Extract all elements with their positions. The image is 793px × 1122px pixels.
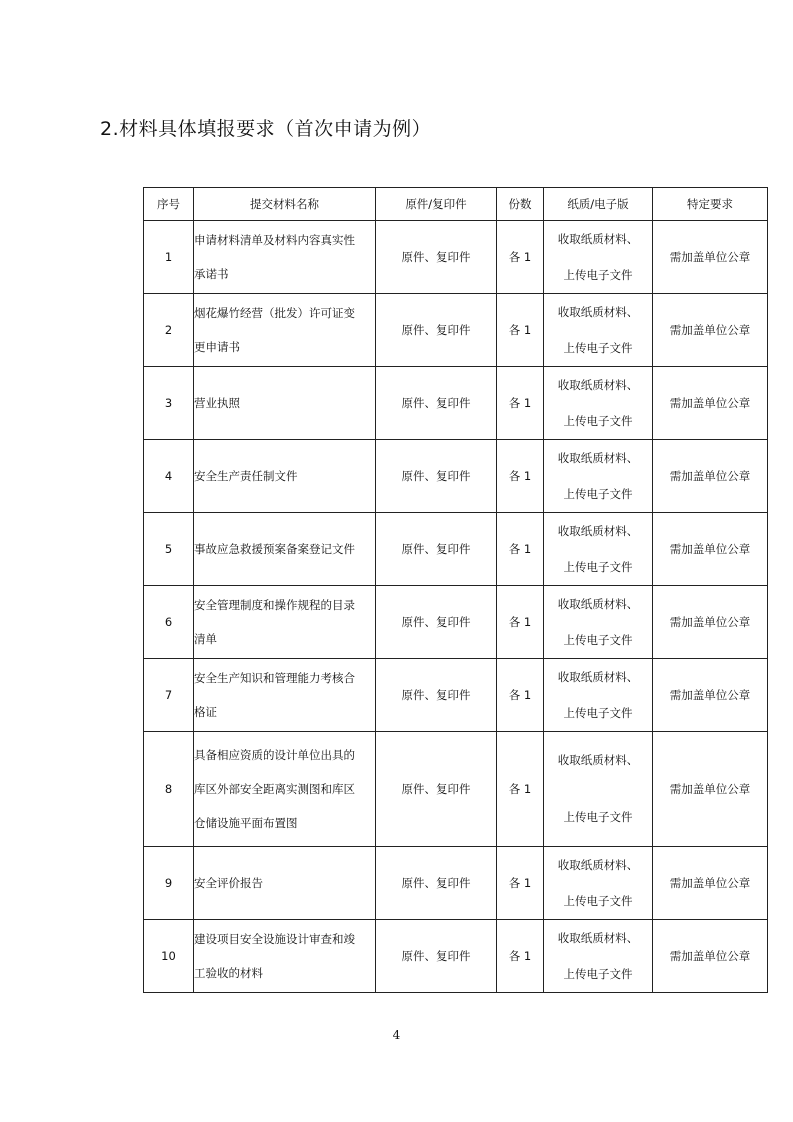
count-cell: 各 1: [497, 221, 544, 294]
specific-requirement-cell: 需加盖单位公章: [653, 920, 768, 993]
material-name-cell: [194, 221, 376, 294]
table-row: [144, 920, 768, 993]
materials-table: [143, 187, 768, 993]
specific-requirement-cell: 需加盖单位公章: [653, 294, 768, 367]
material-name-cell: [194, 513, 376, 586]
paper-electronic-line: 收取纸质材料、: [557, 378, 639, 392]
material-name-cell: [194, 920, 376, 993]
table-row: [144, 659, 768, 732]
paper-electronic-line: 收取纸质材料、: [557, 931, 639, 945]
serial-number-cell: 5: [144, 513, 194, 586]
original-copy-cell: 原件、复印件: [376, 221, 497, 294]
table-row: [144, 586, 768, 659]
paper-electronic-line: 上传电子文件: [563, 633, 633, 647]
paper-electronic-line: 上传电子文件: [563, 894, 633, 908]
original-copy-cell: 原件、复印件: [376, 586, 497, 659]
material-name-cell: [194, 586, 376, 659]
serial-number-cell: 7: [144, 659, 194, 732]
serial-number-cell: 1: [144, 221, 194, 294]
original-copy-cell: 原件、复印件: [376, 513, 497, 586]
paper-electronic-line: 上传电子文件: [563, 560, 633, 574]
paper-electronic-cell: [544, 294, 653, 367]
paper-electronic-line: 上传电子文件: [563, 706, 633, 720]
page-number: 4: [392, 1028, 401, 1042]
table-header-row: [144, 188, 768, 221]
paper-electronic-line: 上传电子文件: [563, 341, 633, 355]
header-original-copy: 原件/复印件: [376, 188, 497, 221]
header-specific-requirement: 特定要求: [653, 188, 768, 221]
header-paper-electronic: 纸质/电子版: [544, 188, 653, 221]
serial-number-cell: 4: [144, 440, 194, 513]
header-count: 份数: [497, 188, 544, 221]
paper-electronic-cell: [544, 732, 653, 847]
original-copy-cell: 原件、复印件: [376, 920, 497, 993]
original-copy-cell: 原件、复印件: [376, 294, 497, 367]
count-cell: 各 1: [497, 847, 544, 920]
paper-electronic-line: 上传电子文件: [563, 268, 633, 282]
count-cell: 各 1: [497, 732, 544, 847]
table-row: [144, 440, 768, 513]
paper-electronic-line: 上传电子文件: [563, 487, 633, 501]
original-copy-cell: 原件、复印件: [376, 440, 497, 513]
count-cell: 各 1: [497, 659, 544, 732]
material-name-line: 安全生产责任制文件: [194, 468, 298, 483]
material-name-line: 具备相应资质的设计单位出具的: [194, 748, 355, 762]
original-copy-cell: 原件、复印件: [376, 847, 497, 920]
specific-requirement-cell: 需加盖单位公章: [653, 221, 768, 294]
table-row: [144, 513, 768, 586]
count-cell: 各 1: [497, 513, 544, 586]
serial-number-cell: 2: [144, 294, 194, 367]
material-name-line: 更申请书: [194, 340, 240, 354]
specific-requirement-cell: 需加盖单位公章: [653, 659, 768, 732]
material-name-line: 清单: [194, 632, 217, 646]
table-row: [144, 847, 768, 920]
paper-electronic-cell: [544, 513, 653, 586]
count-cell: 各 1: [497, 440, 544, 513]
material-name-line: 申请材料清单及材料内容真实性: [194, 233, 355, 247]
section-heading: 2.材料具体填报要求（首次申请为例）: [100, 118, 432, 140]
serial-number-cell: 9: [144, 847, 194, 920]
material-name-cell: [194, 294, 376, 367]
material-name-line: 工验收的材料: [194, 966, 263, 980]
paper-electronic-line: 收取纸质材料、: [557, 524, 639, 538]
specific-requirement-cell: 需加盖单位公章: [653, 847, 768, 920]
specific-requirement-cell: 需加盖单位公章: [653, 367, 768, 440]
specific-requirement-cell: 需加盖单位公章: [653, 513, 768, 586]
count-cell: 各 1: [497, 920, 544, 993]
specific-requirement-cell: 需加盖单位公章: [653, 440, 768, 513]
original-copy-cell: 原件、复印件: [376, 732, 497, 847]
header-serial-number: 序号: [144, 188, 194, 221]
material-name-line: 安全管理制度和操作规程的目录: [194, 598, 355, 612]
material-name-cell: [194, 732, 376, 847]
count-cell: 各 1: [497, 586, 544, 659]
material-name-line: 建设项目安全设施设计审查和竣: [194, 932, 355, 946]
header-material-name: 提交材料名称: [194, 188, 376, 221]
serial-number-cell: 3: [144, 367, 194, 440]
table-row: [144, 367, 768, 440]
paper-electronic-line: 收取纸质材料、: [557, 753, 639, 767]
paper-electronic-line: 收取纸质材料、: [557, 451, 639, 465]
specific-requirement-cell: 需加盖单位公章: [653, 732, 768, 847]
paper-electronic-cell: [544, 221, 653, 294]
material-name-line: 安全生产知识和管理能力考核合: [194, 671, 355, 685]
serial-number-cell: 10: [144, 920, 194, 993]
paper-electronic-line: 上传电子文件: [563, 414, 633, 428]
material-name-line: 库区外部安全距离实测图和库区: [194, 782, 355, 796]
serial-number-cell: 6: [144, 586, 194, 659]
material-name-line: 格证: [194, 705, 217, 719]
count-cell: 各 1: [497, 294, 544, 367]
material-name-cell: [194, 847, 376, 920]
paper-electronic-cell: [544, 440, 653, 513]
material-name-cell: [194, 367, 376, 440]
material-name-line: 营业执照: [194, 395, 240, 410]
material-name-line: 仓储设施平面布置图: [194, 816, 298, 830]
paper-electronic-cell: [544, 920, 653, 993]
specific-requirement-cell: 需加盖单位公章: [653, 586, 768, 659]
paper-electronic-cell: [544, 659, 653, 732]
serial-number-cell: 8: [144, 732, 194, 847]
paper-electronic-line: 收取纸质材料、: [557, 232, 639, 246]
original-copy-cell: 原件、复印件: [376, 659, 497, 732]
paper-electronic-line: 上传电子文件: [563, 810, 633, 824]
paper-electronic-line: 收取纸质材料、: [557, 858, 639, 872]
paper-electronic-cell: [544, 847, 653, 920]
paper-electronic-line: 收取纸质材料、: [557, 305, 639, 319]
paper-electronic-line: 收取纸质材料、: [557, 597, 639, 611]
material-name-cell: [194, 659, 376, 732]
material-name-line: 承诺书: [194, 267, 229, 281]
paper-electronic-line: 收取纸质材料、: [557, 670, 639, 684]
paper-electronic-cell: [544, 367, 653, 440]
paper-electronic-line: 上传电子文件: [563, 967, 633, 981]
paper-electronic-cell: [544, 586, 653, 659]
material-name-line: 安全评价报告: [194, 875, 263, 890]
material-name-line: 事故应急救援预案备案登记文件: [194, 541, 355, 556]
table-row: [144, 294, 768, 367]
count-cell: 各 1: [497, 367, 544, 440]
original-copy-cell: 原件、复印件: [376, 367, 497, 440]
material-name-cell: [194, 440, 376, 513]
table-row: [144, 221, 768, 294]
material-name-line: 烟花爆竹经营（批发）许可证变: [194, 306, 355, 320]
table-row: [144, 732, 768, 847]
